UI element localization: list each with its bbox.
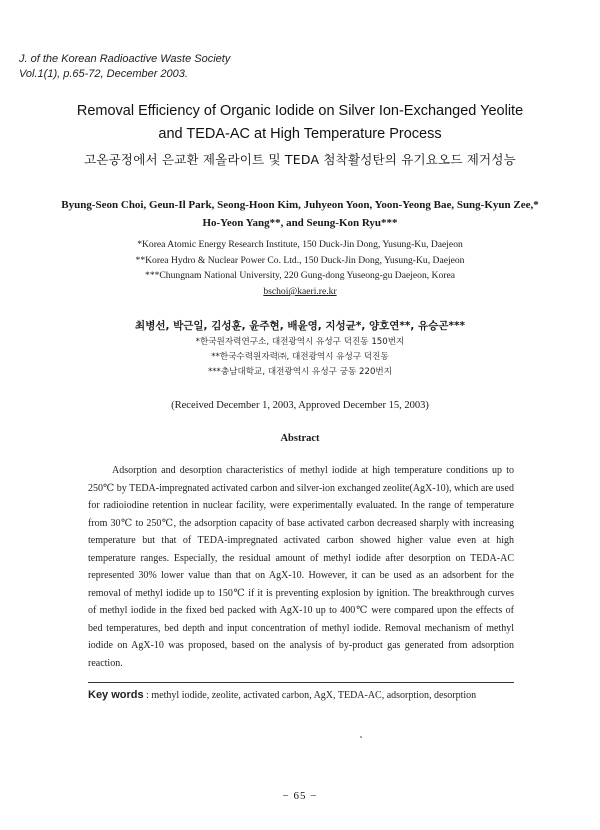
keywords-divider: [88, 682, 514, 683]
author-list-korean: 최병선, 박근일, 김성훈, 윤주현, 배윤영, 지성균*, 양호연**, 유승곤***: [135, 320, 465, 332]
abstract-body: Adsorption and desorption characteristics of methyl iodide at high temperature conditions up to 250℃ by TEDA-impregnated activated carbon and silver-ion exchanged zeolite(AgX-10), which are used for radioiodine retention in nuclear facility, were experimentally evaluated. In the range of temperature from 30℃ to 250℃, the adsorption capacity of base activated carbon decreased sharply with increasing temperature but that of TEDA-impregnated activated carbon showed higher value even at high temperature ranges. Especially, the residual amount of methyl iodide after desorption on TEDA-AC represented 30% lower value than that on AgX-10. However, it can be used as an adsorbent for the removal of methyl iodide up to 150℃ if it is preventing explosion by ignition. The breakthrough curves of methyl iodide in the fixed bed packed with AgX-10 up to 400℃ were compared upon the effects of bed temperatures, bed depth and input concentration of methyl iodide. Removal mechanism of methyl iodide on AgX-10 was proposed, based on the analysis of by-product gas generated from adsorption reaction.: [88, 465, 514, 669]
author-line-2: Ho-Yeon Yang**, and Seung-Kon Ryu***: [202, 217, 398, 229]
title-line-2: and TEDA-AC at High Temperature Process: [158, 126, 442, 142]
journal-citation: [19, 52, 230, 82]
affiliation-1: *Korea Atomic Energy Research Institute, 150 Duck-Jin Dong, Yusung-Ku, Daejeon: [137, 239, 463, 250]
paper-title: [40, 100, 560, 146]
author-email[interactable]: bschoi@kaeri.re.kr: [263, 286, 337, 297]
affiliation-korean-3: ***충남대학교, 대전광역시 유성구 궁동 220번지: [207, 367, 393, 377]
affiliation-korean-1: *한국원자력연구소, 대전광역시 유성구 덕진동 150번지: [195, 337, 405, 347]
journal-volume: Vol.1(1), p.65-72, December 2003.: [19, 68, 188, 80]
paper-title-korean: 고온공정에서 은교환 제올라이트 및 TEDA 첨착활성탄의 유기요오드 제거성능: [84, 152, 516, 167]
author-list: [30, 196, 570, 232]
received-dates: (Received December 1, 2003, Approved December 15, 2003): [171, 400, 429, 411]
keywords-text: methyl iodide, zeolite, activated carbon, AgX, TEDA-AC, adsorption, desorption: [151, 690, 477, 701]
affiliation-2: **Korea Hydro & Nuclear Power Co. Ltd., 150 Duck-Jin Dong, Yusung-Ku, Daejeon: [135, 255, 465, 266]
keywords-line: [88, 688, 518, 703]
page-number: − 65 −: [282, 790, 318, 802]
affiliation-korean-2: **한국수력원자력㈜, 대전광역시 유성구 덕진동: [211, 352, 389, 362]
abstract-heading: Abstract: [280, 433, 320, 444]
keywords-separator: :: [143, 690, 152, 701]
author-line-1: Byung-Seon Choi, Geun-Il Park, Seong-Hoon Kim, Juhyeon Yoon, Yoon-Yeong Bae, Sung-Kyun Zee,*: [61, 199, 539, 211]
keywords-label: Key words: [88, 689, 144, 701]
affiliation-3: ***Chungnam National University, 220 Gung-dong Yuseong-gu Daejeon, Korea: [145, 270, 455, 281]
scan-speck: [360, 736, 362, 738]
journal-name: J. of the Korean Radioactive Waste Society: [19, 53, 231, 65]
title-line-1: Removal Efficiency of Organic Iodide on Silver Ion-Exchanged Yeolite: [76, 103, 524, 119]
